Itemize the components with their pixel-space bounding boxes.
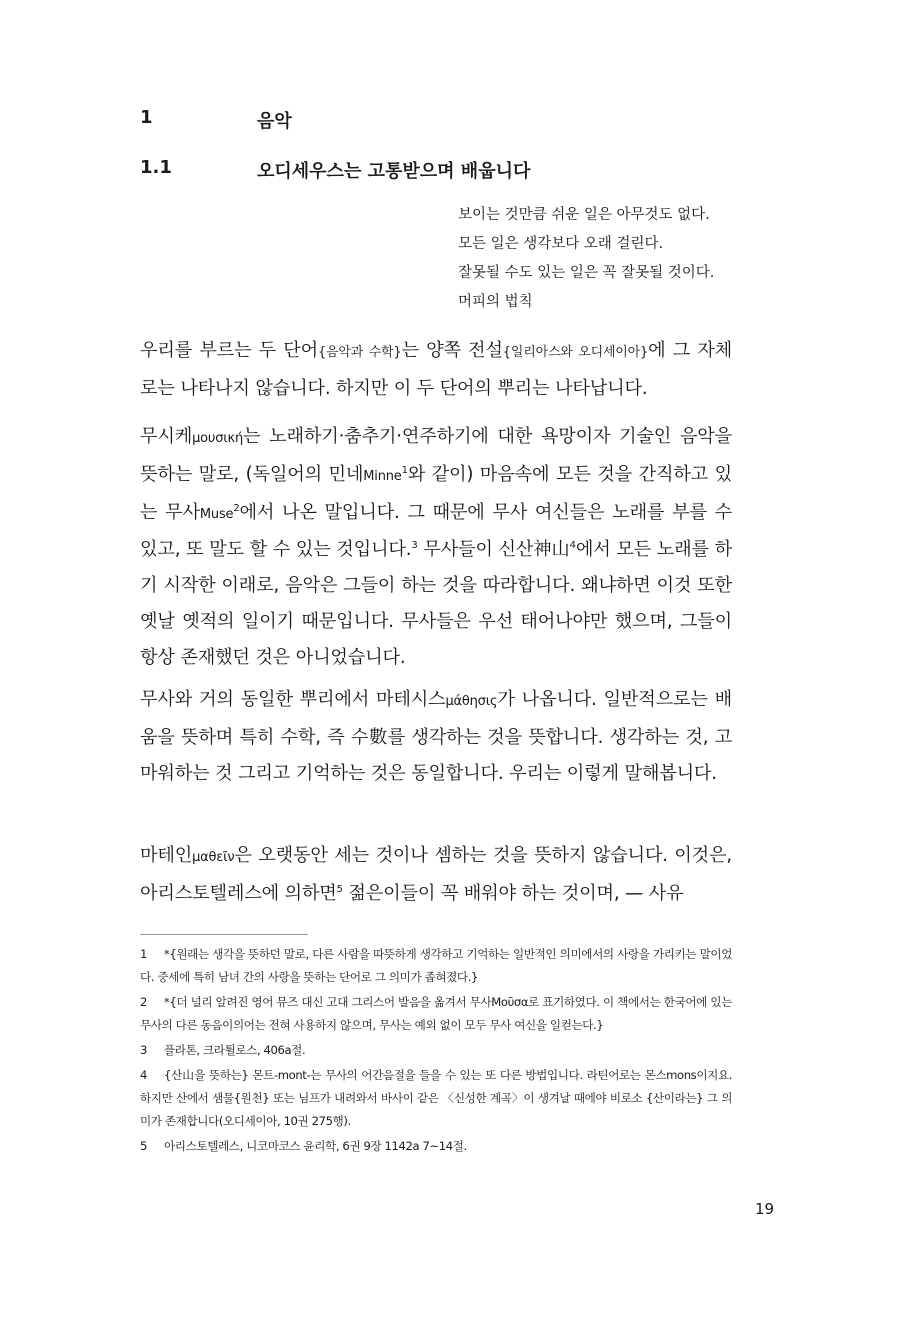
footnote-text: *{더 널리 알려진 영어 뮤즈 대신 고대 그리스어 발음을 옮겨서 무사Μοῦσα로 표기하였다. 이 책에서는 한국어에 있는 무사의 다른 동음이의어는 전혀 사용하지 않으며, 무사는 예외 없이 모두 무사 여신을 일컫는다.} <box>140 995 732 1032</box>
footnote <box>140 991 732 1037</box>
text-run: 우리를 부르는 두 단어 <box>140 340 318 361</box>
body-paragraph <box>140 838 732 926</box>
footnote <box>140 1135 732 1158</box>
text-run: 는 노래하기·춤추기·연주하기에 대한 욕망이자 기술인 음악을 뜻하는 말로, (독일어의 민네 <box>140 426 732 485</box>
footnote <box>140 1064 732 1133</box>
epigraph-line: 보이는 것만큼 쉬운 일은 아무것도 없다. <box>458 207 710 223</box>
text-run: 무시케 <box>140 426 193 447</box>
footnote-text: 아리스토텔레스, 니코마코스 윤리학, 6권 9장 1142a 7~14절. <box>164 1139 467 1153</box>
greek-term: μαθεῖν <box>192 850 235 865</box>
text-run: 는 양쪽 전설 <box>401 340 503 361</box>
footnote-text: {산山을 뜻하는} 몬트-mont-는 무사의 어간음절을 들을 수 있는 또 다른 방법입니다. 라틴어로는 몬스mons이지요. 하지만 산에서 샘물{원천} 또는 님프가 내려와서 바사이 같은 〈신성한 계곡〉이 생겨날 때에야 비로소 {산이라는} 그 의미가 존재합니다(오디세이아, 10권 275행). <box>140 1068 732 1128</box>
footnote-ref: 3 <box>411 540 418 552</box>
text-run: 무사와 거의 동일한 뿌리에서 마테시스 <box>140 689 446 710</box>
footnote-number: 1 <box>140 947 147 961</box>
epigraph-line: 모든 일은 생각보다 오래 걸린다. <box>458 236 664 252</box>
text-run: 에 그 자체로는 나타나지 않습니다. 하지만 이 두 단어의 뿌리는 나타납니다. <box>140 340 733 399</box>
greek-term: μουσική <box>192 431 243 446</box>
footnotes <box>140 943 732 1158</box>
text-run: 와 같이) 마음속에 모든 것을 간직하고 있는 무사 <box>140 463 732 523</box>
footnote-number: 5 <box>140 1139 147 1153</box>
foreign-term: Minne <box>363 468 402 484</box>
footnote-number: 2 <box>140 995 147 1009</box>
text-run: 에서 모든 노래를 하기 시작한 이래로, 음악은 그들이 하는 것을 따라합니다. 왜냐하면 이것 또한 옛날 옛적의 일이기 때문입니다. 무사들은 우선 태어나야만 했으며, 그들이 항상 존재했던 것은 아니었습니다. <box>140 539 732 668</box>
bracket-note: {일리아스와 오디세이아} <box>502 345 649 360</box>
text-run: 마테인 <box>140 845 193 866</box>
chapter-title: 음악 <box>257 111 292 132</box>
text-run: 에서 나온 말입니다. 그 때문에 무사 여신들은 노래를 부를 수 있고, 또 말도 할 수 있는 것입니다. <box>140 501 732 561</box>
text-run: 젊은이들이 꼭 배워야 하는 것이며, — 사유 <box>342 882 684 904</box>
footnote-number: 3 <box>140 1043 147 1057</box>
section-number: 1.1 <box>140 157 172 178</box>
text-run: 은 오랫동안 세는 것이나 셈하는 것을 뜻하지 않습니다. 이것은, 아리스토텔레스에 의하면 <box>140 845 732 904</box>
epigraph-line: 잘못될 수도 있는 일은 꼭 잘못될 것이다. <box>458 265 715 281</box>
body-paragraph <box>140 333 732 421</box>
footnote <box>140 1039 732 1062</box>
section-title: 오디세우스는 고통받으며 배웁니다 <box>257 161 531 182</box>
footnote-number: 4 <box>140 1068 147 1082</box>
footnote <box>140 943 732 989</box>
page-number: 19 <box>755 1200 775 1218</box>
text-run: 가 나옵니다. 일반적으로는 배움을 뜻하며 특히 수학, 즉 수數를 생각하는 것을 뜻합니다. 생각하는 것, 고마워하는 것 그리고 기억하는 것은 동일합니다. 우리는 이렇게 말해봅니다. <box>140 689 732 784</box>
footnote-text: *{원래는 생각을 뜻하던 말로, 다른 사람을 따뜻하게 생각하고 기억하는 일반적인 의미에서의 사랑을 가리키는 말이었다. 중세에 특히 남녀 간의 사랑을 뜻하는 단어로 그 의미가 좁혀졌다.} <box>140 947 732 984</box>
chapter-number: 1 <box>140 107 153 128</box>
footnote-divider <box>140 934 308 935</box>
footnote-ref: 4 <box>569 540 576 552</box>
footnote-ref: 5 <box>336 883 343 895</box>
body-paragraph <box>140 682 732 805</box>
bracket-note: {음악과 수학} <box>317 345 402 360</box>
footnote-text: 플라톤, 크라튈로스, 406a절. <box>164 1043 306 1057</box>
epigraph <box>458 201 758 317</box>
epigraph-source: 머피의 법칙 <box>458 294 533 310</box>
greek-term: μάθησις <box>445 694 498 709</box>
text-run: 무사들이 신산神山 <box>417 539 570 561</box>
foreign-term: Muse <box>199 506 234 522</box>
footnote-ref: 1 <box>401 464 408 476</box>
body-paragraph <box>140 419 732 690</box>
footnote-ref: 2 <box>233 502 240 514</box>
